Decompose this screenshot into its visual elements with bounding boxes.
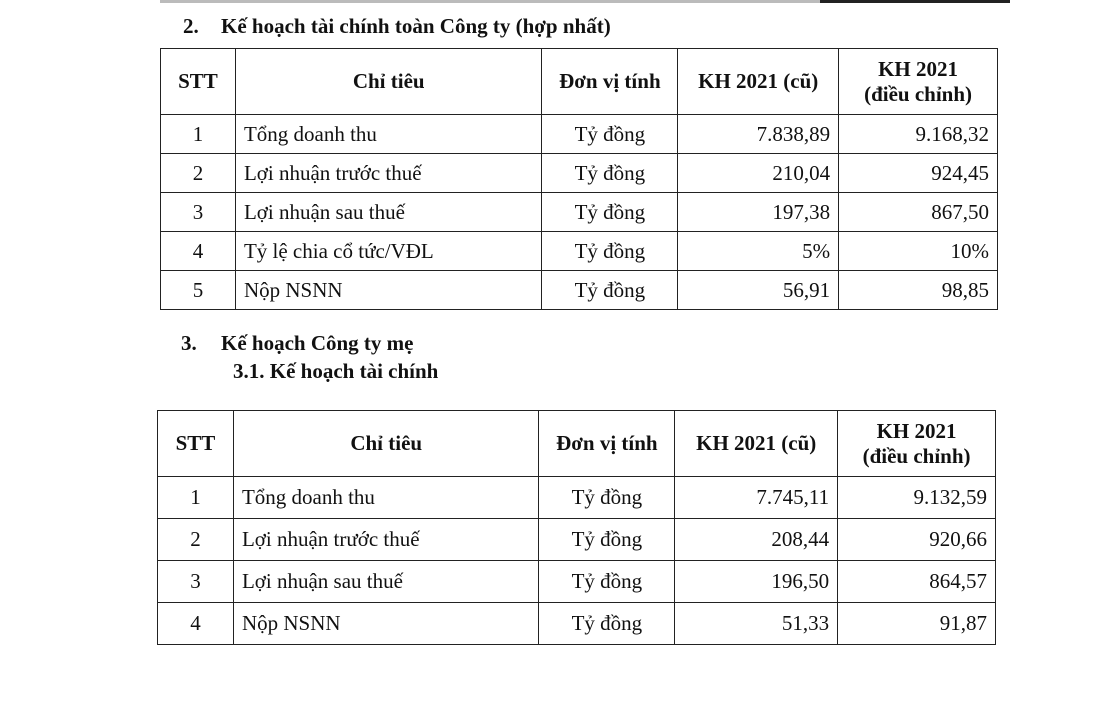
cell-old: 7.838,89 (678, 115, 839, 154)
table-row (161, 232, 998, 271)
header-adjusted-line2: (điều chỉnh) (862, 443, 971, 468)
cell-unit: Tỷ đồng (542, 271, 678, 310)
cell-unit: Tỷ đồng (542, 154, 678, 193)
cell-unit: Tỷ đồng (539, 561, 675, 603)
section-2-number: 2. (183, 14, 199, 38)
table-row (161, 154, 998, 193)
header-adjusted-line1: KH 2021 (876, 419, 957, 444)
cell-indicator: Tỷ lệ chia cổ tức/VĐL (235, 232, 542, 271)
cell-old: 197,38 (678, 193, 839, 232)
cell-stt: 1 (158, 477, 234, 519)
consolidated-plan-table (160, 48, 998, 310)
subsection-3-1-heading (233, 359, 438, 384)
cell-adjusted: 10% (839, 232, 998, 271)
cell-indicator: Lợi nhuận trước thuế (235, 154, 542, 193)
cell-stt: 3 (161, 193, 236, 232)
cell-indicator: Lợi nhuận sau thuế (233, 561, 539, 603)
cell-adjusted: 9.168,32 (839, 115, 998, 154)
header-unit: Đơn vị tính (542, 49, 678, 115)
table-row (158, 603, 996, 645)
table-header-row (158, 411, 996, 477)
section-2-heading (183, 14, 611, 39)
cell-adjusted: 9.132,59 (838, 477, 996, 519)
cell-stt: 2 (158, 519, 234, 561)
cell-unit: Tỷ đồng (542, 115, 678, 154)
cell-stt: 5 (161, 271, 236, 310)
cell-stt: 4 (161, 232, 236, 271)
table-row (161, 271, 998, 310)
page-top-rule-dark (820, 0, 1010, 3)
subsection-3-1-number: 3.1. (233, 359, 265, 383)
table-row (158, 519, 996, 561)
header-adjusted-plan (838, 411, 996, 477)
cell-old: 210,04 (678, 154, 839, 193)
cell-unit: Tỷ đồng (542, 193, 678, 232)
cell-adjusted: 98,85 (839, 271, 998, 310)
header-old-plan: KH 2021 (cũ) (675, 411, 838, 477)
header-adjusted-line1: KH 2021 (878, 57, 959, 82)
cell-unit: Tỷ đồng (539, 603, 675, 645)
section-3-heading (181, 331, 414, 356)
cell-stt: 1 (161, 115, 236, 154)
table-row (158, 561, 996, 603)
parent-company-plan-table (157, 410, 996, 645)
cell-indicator: Lợi nhuận sau thuế (235, 193, 542, 232)
header-old-plan: KH 2021 (cũ) (678, 49, 839, 115)
section-3-number: 3. (181, 331, 197, 355)
table-row (161, 193, 998, 232)
section-3-title: Kế hoạch Công ty mẹ (221, 331, 414, 355)
cell-old: 51,33 (675, 603, 838, 645)
table-row (161, 115, 998, 154)
cell-adjusted: 867,50 (839, 193, 998, 232)
cell-old: 56,91 (678, 271, 839, 310)
header-adjusted-plan (839, 49, 998, 115)
cell-old: 208,44 (675, 519, 838, 561)
cell-unit: Tỷ đồng (539, 477, 675, 519)
cell-stt: 3 (158, 561, 234, 603)
table-header-row (161, 49, 998, 115)
cell-indicator: Tổng doanh thu (235, 115, 542, 154)
cell-adjusted: 864,57 (838, 561, 996, 603)
cell-unit: Tỷ đồng (539, 519, 675, 561)
header-stt: STT (161, 49, 236, 115)
cell-adjusted: 924,45 (839, 154, 998, 193)
section-2-title: Kế hoạch tài chính toàn Công ty (hợp nhất) (221, 14, 611, 38)
header-adjusted-line2: (điều chỉnh) (864, 81, 973, 106)
table-row (158, 477, 996, 519)
cell-indicator: Tổng doanh thu (233, 477, 539, 519)
cell-indicator: Lợi nhuận trước thuế (233, 519, 539, 561)
cell-old: 5% (678, 232, 839, 271)
header-stt: STT (158, 411, 234, 477)
cell-indicator: Nộp NSNN (233, 603, 539, 645)
subsection-3-1-title: Kế hoạch tài chính (269, 359, 439, 383)
header-indicator: Chỉ tiêu (233, 411, 539, 477)
header-unit: Đơn vị tính (539, 411, 675, 477)
header-indicator: Chỉ tiêu (235, 49, 542, 115)
cell-indicator: Nộp NSNN (235, 271, 542, 310)
cell-unit: Tỷ đồng (542, 232, 678, 271)
cell-old: 196,50 (675, 561, 838, 603)
cell-old: 7.745,11 (675, 477, 838, 519)
cell-adjusted: 91,87 (838, 603, 996, 645)
cell-stt: 4 (158, 603, 234, 645)
cell-adjusted: 920,66 (838, 519, 996, 561)
cell-stt: 2 (161, 154, 236, 193)
